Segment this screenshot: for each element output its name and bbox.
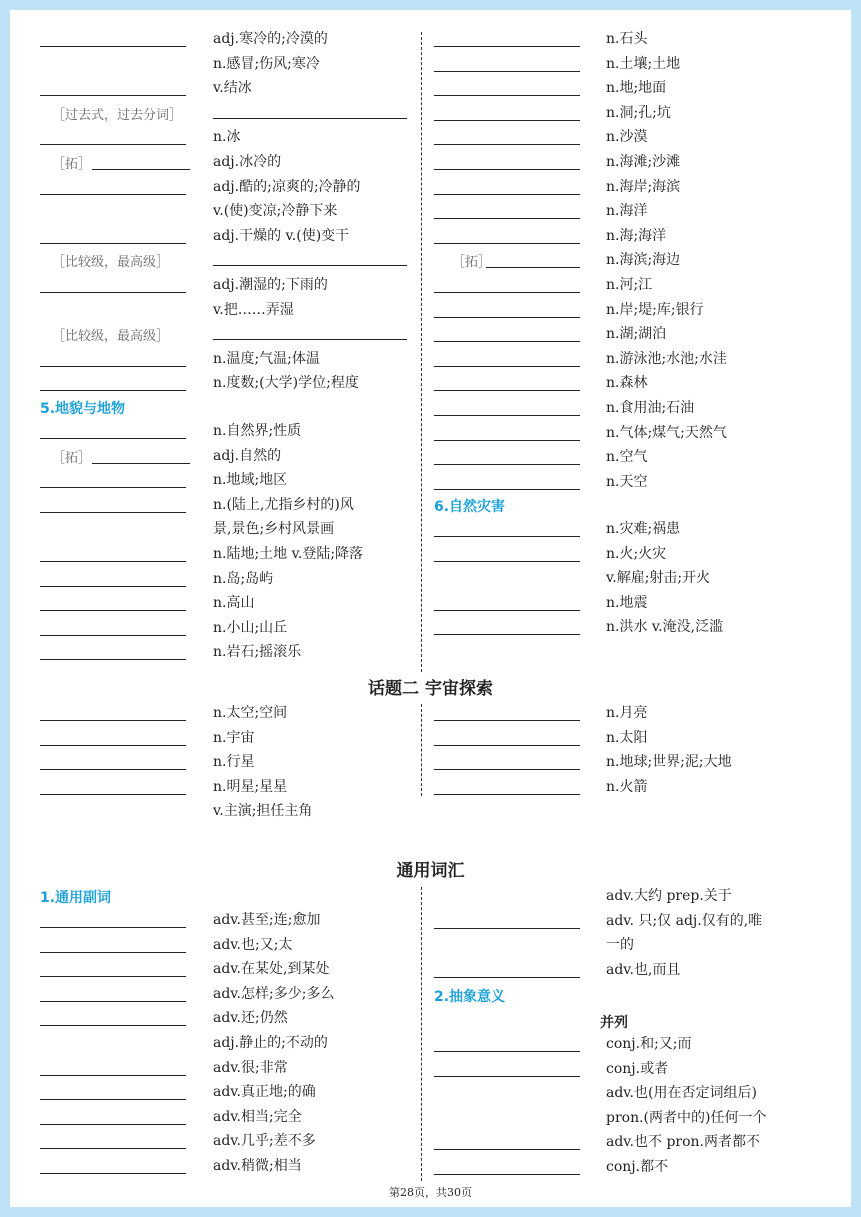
answer-blank[interactable]: [40, 610, 186, 611]
answer-blank[interactable]: [434, 194, 580, 195]
answer-blank[interactable]: [434, 610, 580, 611]
definition-text: n.冰: [213, 129, 241, 146]
answer-blank[interactable]: [434, 169, 580, 170]
answer-blank[interactable]: [434, 1076, 580, 1077]
answer-blank[interactable]: [434, 415, 580, 416]
definition-text: adv.很;非常: [213, 1059, 288, 1076]
definition-text: n.宇宙: [213, 729, 255, 746]
answer-blank[interactable]: [434, 464, 580, 465]
answer-blank[interactable]: [40, 1075, 186, 1076]
definition-text: n.沙漠: [606, 129, 648, 146]
answer-blank[interactable]: [40, 1148, 186, 1149]
answer-blank[interactable]: [434, 794, 580, 795]
definition-text: adv.真正地;的确: [213, 1084, 316, 1101]
tag-label: ［拓］: [52, 450, 92, 466]
definition-text: n.火箭: [606, 778, 648, 795]
tag-label: ［拓］: [452, 255, 492, 271]
definition-text: n.海;海洋: [606, 227, 667, 244]
answer-blank[interactable]: [434, 144, 580, 145]
definition-text: 景,景色;乡村风景画: [213, 521, 335, 538]
answer-blank[interactable]: [434, 1051, 580, 1052]
definition-text: n.海洋: [606, 203, 648, 220]
answer-blank[interactable]: [434, 292, 580, 293]
answer-blank[interactable]: [434, 390, 580, 391]
answer-blank[interactable]: [40, 720, 186, 721]
definition-text: conj.都不: [606, 1159, 669, 1175]
section-heading-landforms: 5.地貌与地物: [40, 401, 126, 417]
answer-blank[interactable]: [434, 317, 580, 318]
answer-blank[interactable]: [434, 1174, 580, 1175]
answer-blank[interactable]: [434, 243, 580, 244]
answer-blank[interactable]: [40, 561, 186, 562]
definition-text: pron.(两者中的)任何一个: [606, 1109, 767, 1126]
definition-text: n.高山: [213, 595, 255, 612]
definition-text: n.石头: [606, 31, 648, 47]
answer-blank[interactable]: [40, 390, 186, 391]
section-heading-abstract: 2.抽象意义: [434, 989, 506, 1005]
answer-blank[interactable]: [434, 928, 580, 929]
definition-text: adj.干燥的 v.(使)变干: [213, 227, 350, 244]
definition-text: adj.自然的: [213, 447, 282, 464]
page-number: 第28页，共30页: [389, 1186, 472, 1199]
section-heading-disasters: 6.自然灾害: [434, 499, 506, 515]
answer-blank[interactable]: [434, 341, 580, 342]
answer-blank[interactable]: [40, 1025, 186, 1026]
definition-text: adv.也;又;太: [213, 936, 293, 953]
definition-text: v.主演;担任主角: [213, 803, 313, 820]
definition-text: v.结冰: [213, 80, 252, 97]
definition-text: adv.相当;完全: [213, 1108, 302, 1125]
answer-blank[interactable]: [40, 745, 186, 746]
answer-blank[interactable]: [40, 586, 186, 587]
answer-blank[interactable]: [434, 46, 580, 47]
definition-text: n.森林: [606, 375, 648, 392]
definition-text: adv.几乎;差不多: [213, 1133, 316, 1150]
answer-blank[interactable]: [40, 194, 186, 195]
definition-text: n.洪水 v.淹没,泛滥: [606, 619, 724, 636]
definition-text: n.太阳: [606, 729, 648, 746]
definition-text: adv.也不 pron.两者都不: [606, 1134, 761, 1151]
tag-label: ［比较级，最高级］: [52, 255, 170, 271]
answer-blank[interactable]: [40, 635, 186, 636]
column-divider: [421, 32, 422, 672]
answer-blank[interactable]: [40, 952, 186, 953]
definition-text: adv. 只;仅 adj.仅有的,唯: [606, 912, 763, 929]
answer-blank[interactable]: [40, 659, 186, 660]
definition-text: n.游泳池;水池;水洼: [606, 350, 727, 367]
answer-blank[interactable]: [213, 339, 407, 340]
answer-blank[interactable]: [434, 71, 580, 72]
definition-text: 一的: [606, 937, 634, 954]
definition-text: n.行星: [213, 754, 255, 771]
definition-text: n.气体;煤气;天然气: [606, 424, 727, 441]
definition-text: adv.在某处,到某处: [213, 961, 330, 978]
definition-text: adj.酷的;凉爽的;冷静的: [213, 178, 361, 195]
answer-blank[interactable]: [40, 95, 186, 96]
answer-blank[interactable]: [40, 1124, 186, 1125]
answer-blank[interactable]: [434, 120, 580, 121]
definition-text: conj.和;又;而: [606, 1036, 692, 1052]
definition-text: adj.冰冷的: [213, 154, 282, 170]
answer-blank[interactable]: [40, 769, 186, 770]
definition-text: n.海滩;沙滩: [606, 154, 681, 170]
definition-text: n.温度;气温;体温: [213, 350, 320, 367]
answer-blank[interactable]: [40, 1173, 186, 1174]
definition-text: n.火;火灾: [606, 545, 667, 562]
answer-blank[interactable]: [40, 46, 186, 47]
answer-blank[interactable]: [434, 561, 580, 562]
answer-blank[interactable]: [40, 243, 186, 244]
document-page: [10, 10, 851, 1207]
answer-blank[interactable]: [40, 512, 186, 513]
definition-text: v.解雇;射击;开火: [606, 570, 711, 587]
answer-blank[interactable]: [434, 440, 580, 441]
answer-blank[interactable]: [40, 292, 186, 293]
definition-text: n.太空;空间: [213, 705, 288, 721]
answer-blank[interactable]: [434, 536, 580, 537]
definition-text: n.湖;湖泊: [606, 326, 667, 343]
definition-text: adv.甚至;连;愈加: [213, 912, 321, 928]
answer-blank[interactable]: [434, 366, 580, 367]
subheading-parallel: 并列: [600, 1015, 628, 1031]
definition-text: n.(陆上,尤指乡村的)风: [213, 496, 354, 513]
definition-text: adj.静止的;不动的: [213, 1035, 328, 1051]
definition-text: n.空气: [606, 449, 648, 466]
definition-text: n.陆地;土地 v.登陆;降落: [213, 546, 364, 562]
answer-blank[interactable]: [40, 366, 186, 367]
tag-label: ［拓］: [52, 157, 92, 172]
definition-text: n.度数;(大学)学位;程度: [213, 375, 359, 392]
answer-blank[interactable]: [434, 218, 580, 219]
definition-text: n.土壤;土地: [606, 55, 681, 72]
answer-blank[interactable]: [434, 977, 580, 978]
section-heading-adverbs: 1.通用副词: [40, 890, 112, 906]
answer-blank[interactable]: [40, 927, 186, 928]
answer-blank[interactable]: [434, 634, 580, 635]
answer-blank[interactable]: [434, 720, 580, 721]
definition-text: n.小山;山丘: [213, 619, 288, 636]
definition-text: n.食用油;石油: [606, 400, 695, 416]
answer-blank[interactable]: [40, 1001, 186, 1002]
answer-blank[interactable]: [434, 489, 580, 490]
answer-blank[interactable]: [40, 976, 186, 977]
definition-text: adv.也,而且: [606, 961, 681, 978]
definition-text: adv.还;仍然: [213, 1010, 288, 1027]
definition-text: adv.稍微;相当: [213, 1158, 302, 1174]
definition-text: n.地球;世界;泥;大地: [606, 754, 732, 771]
topic-title-general: 通用词汇: [396, 861, 465, 881]
answer-blank[interactable]: [213, 118, 407, 119]
answer-blank[interactable]: [92, 463, 190, 464]
definition-text: n.岛;岛屿: [213, 570, 274, 587]
definition-text: v.把……弄湿: [213, 301, 294, 318]
definition-text: n.明星;星星: [213, 778, 288, 795]
answer-blank[interactable]: [92, 169, 190, 170]
definition-text: adv.大约 prep.关于: [606, 888, 732, 904]
answer-blank[interactable]: [40, 794, 186, 795]
definition-text: n.感冒;伤风;寒冷: [213, 55, 320, 72]
column-divider: [421, 887, 422, 1181]
tag-label: ［过去式，过去分词］: [52, 107, 183, 123]
answer-blank[interactable]: [40, 144, 186, 145]
definition-text: n.岸;堤;库;银行: [606, 301, 704, 318]
definition-text: adj.潮湿的;下雨的: [213, 277, 328, 293]
column-divider: [421, 704, 422, 796]
definition-text: n.岩石;摇滚乐: [213, 644, 302, 661]
answer-blank[interactable]: [40, 438, 186, 439]
answer-blank[interactable]: [40, 487, 186, 488]
definition-text: n.地;地面: [606, 80, 667, 97]
definition-text: conj.或者: [606, 1060, 669, 1077]
definition-text: n.海岸;海滨: [606, 178, 681, 195]
answer-blank[interactable]: [486, 267, 580, 268]
answer-blank[interactable]: [434, 1149, 580, 1150]
answer-blank[interactable]: [434, 769, 580, 770]
definition-text: n.洞;孔;坑: [606, 104, 671, 121]
definition-text: n.天空: [606, 473, 648, 490]
definition-text: n.地震: [606, 594, 648, 611]
definition-text: adv.也(用在否定词组后): [606, 1085, 757, 1102]
answer-blank[interactable]: [213, 265, 407, 266]
definition-text: adj.寒冷的;冷漠的: [213, 31, 328, 47]
definition-text: n.自然界;性质: [213, 423, 302, 439]
definition-text: v.(使)变凉;冷静下来: [213, 203, 338, 220]
definition-text: adv.怎样;多少;多么: [213, 985, 335, 1002]
definition-text: n.海滨;海边: [606, 252, 681, 269]
definition-text: n.地域;地区: [213, 472, 288, 489]
definition-text: n.河;江: [606, 277, 653, 293]
definition-text: n.月亮: [606, 705, 648, 721]
answer-blank[interactable]: [40, 1099, 186, 1100]
tag-label: ［比较级，最高级］: [52, 329, 170, 345]
topic-title-space: 话题二 宇宙探索: [368, 679, 493, 699]
definition-text: n.灾难;祸患: [606, 521, 681, 537]
answer-blank[interactable]: [434, 95, 580, 96]
answer-blank[interactable]: [434, 745, 580, 746]
